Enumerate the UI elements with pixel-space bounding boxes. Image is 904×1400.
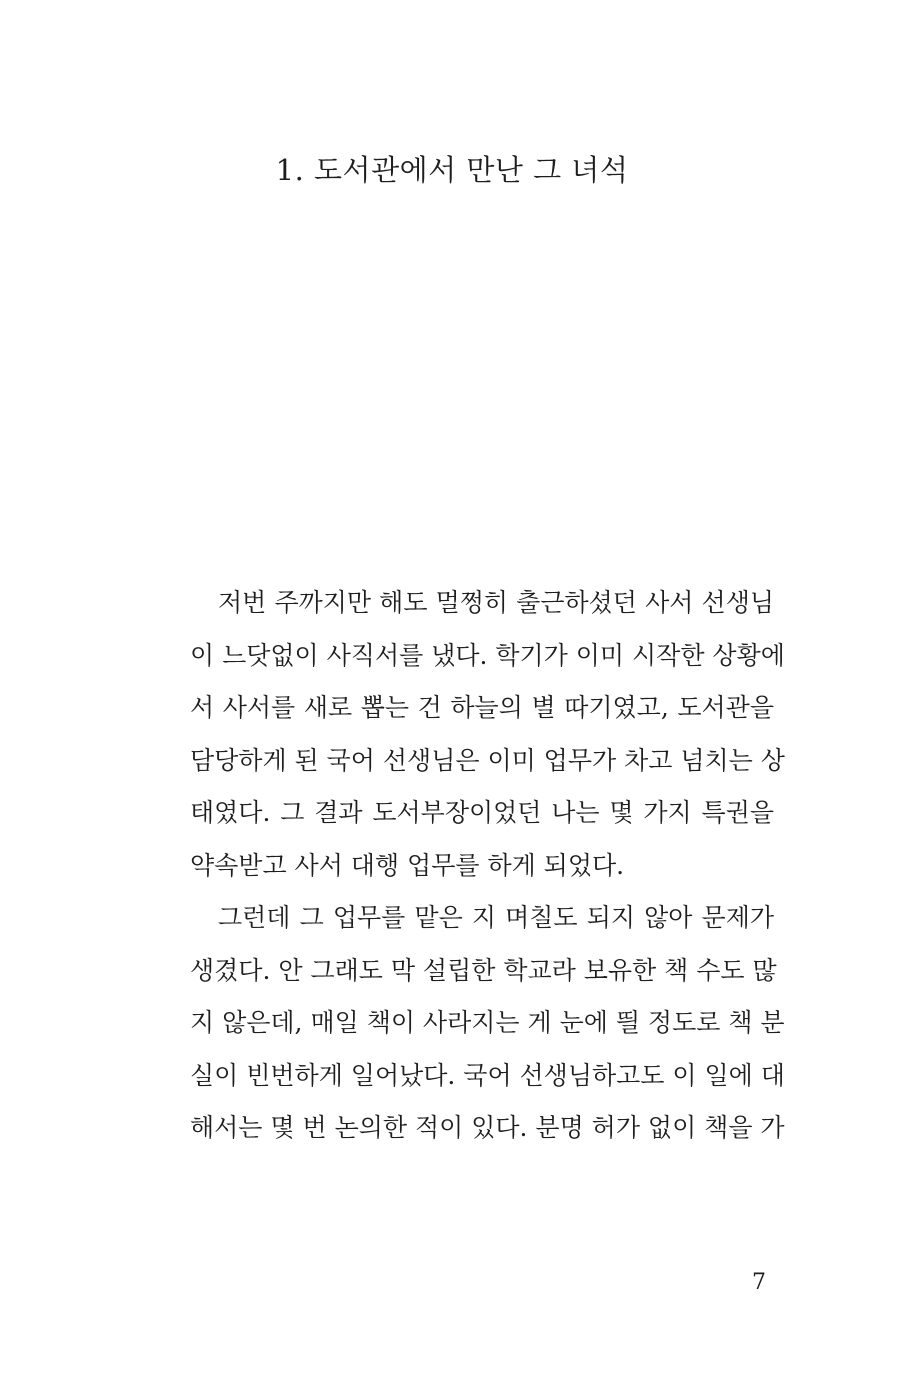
- body-text: [190, 577, 785, 1155]
- text-line: 지 않은데, 매일 책이 사라지는 게 눈에 띌 정도로 책 분: [190, 1008, 785, 1037]
- text-line: 태였다. 그 결과 도서부장이었던 나는 몇 가지 특권을: [190, 798, 774, 827]
- text-line: 서 사서를 새로 뽑는 건 하늘의 별 따기였고, 도서관을: [190, 693, 774, 722]
- text-line: 그런데 그 업무를 맡은 지 며칠도 되지 않아 문제가: [218, 903, 774, 932]
- text-line: 이 느닷없이 사직서를 냈다. 학기가 이미 시작한 상황에: [190, 640, 785, 670]
- text-line: 담당하게 된 국어 선생님은 이미 업무가 차고 넘치는 상: [190, 745, 785, 775]
- chapter-title: 1. 도서관에서 만난 그 녀석: [275, 153, 629, 187]
- text-line: 생겼다. 안 그래도 막 설립한 학교라 보유한 책 수도 많: [190, 955, 777, 985]
- page-number: 7: [752, 1270, 766, 1295]
- text-line: 실이 빈번하게 일어났다. 국어 선생님하고도 이 일에 대: [190, 1060, 785, 1090]
- text-line: 해서는 몇 번 논의한 적이 있다. 분명 허가 없이 책을 가: [190, 1113, 785, 1142]
- text-line: 저번 주까지만 해도 멀쩡히 출근하셨던 사서 선생님: [218, 588, 774, 617]
- text-line: 약속받고 사서 대행 업무를 하게 되었다.: [190, 850, 625, 880]
